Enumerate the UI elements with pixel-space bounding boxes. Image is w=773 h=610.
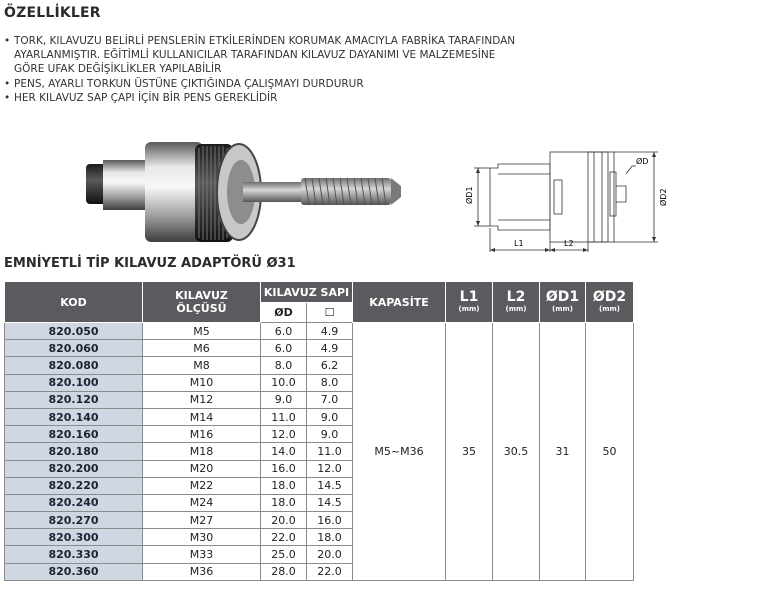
col-l1-label: L1 — [459, 289, 479, 305]
feature-text: HER KILAVUZ SAP ÇAPI İÇİN BİR PENS GEREKLİDİR — [14, 91, 278, 104]
cell-od: 9.0 — [261, 391, 307, 408]
cell-d2: 50 — [586, 323, 634, 581]
cell-kapasite: M5~M36 — [353, 323, 446, 581]
cell-olcu: M33 — [143, 546, 261, 563]
cell-kod: 820.060 — [5, 340, 143, 357]
cell-olcu: M27 — [143, 512, 261, 529]
cell-olcu: M18 — [143, 443, 261, 460]
cell-kod: 820.160 — [5, 426, 143, 443]
col-sap: KILAVUZ SAPI — [261, 282, 353, 303]
cell-square: 20.0 — [307, 546, 353, 563]
cell-square: 14.5 — [307, 494, 353, 511]
cell-olcu: M16 — [143, 426, 261, 443]
feature-item — [4, 62, 564, 76]
cell-square: 4.9 — [307, 340, 353, 357]
feature-text: TORK, KILAVUZU BELİRLİ PENSLERİN ETKİLERİNDEN KORUMAK AMACIYLA FABRİKA TARAFINDAN — [14, 35, 516, 47]
cell-square: 22.0 — [307, 563, 353, 580]
cell-olcu: M24 — [143, 494, 261, 511]
l2-label: L2 — [564, 239, 574, 248]
col-od: ØD — [261, 303, 307, 323]
cell-olcu: M22 — [143, 477, 261, 494]
d2-label: ØD2 — [659, 188, 668, 206]
unit-label: (mm) — [505, 305, 527, 313]
technical-drawing — [454, 140, 680, 254]
unit-label: (mm) — [599, 305, 621, 313]
cell-kod: 820.220 — [5, 477, 143, 494]
cell-kod: 820.100 — [5, 374, 143, 391]
cell-square: 16.0 — [307, 512, 353, 529]
cell-od: 25.0 — [261, 546, 307, 563]
feature-item — [4, 34, 564, 48]
cell-od: 28.0 — [261, 563, 307, 580]
cell-od: 10.0 — [261, 374, 307, 391]
col-l1 — [446, 282, 493, 323]
col-d2-label: ØD2 — [592, 289, 627, 305]
cell-kod: 820.270 — [5, 512, 143, 529]
cell-kod: 820.140 — [5, 408, 143, 425]
feature-item — [4, 91, 564, 105]
cell-square: 11.0 — [307, 443, 353, 460]
cell-square: 7.0 — [307, 391, 353, 408]
col-olcu — [143, 282, 261, 323]
cell-olcu: M10 — [143, 374, 261, 391]
col-d2 — [586, 282, 634, 323]
cell-od: 22.0 — [261, 529, 307, 546]
cell-od: 18.0 — [261, 477, 307, 494]
feature-text: PENS, AYARLI TORKUN ÜSTÜNE ÇIKTIĞINDA ÇALIŞMAYI DURDURUR — [14, 77, 364, 90]
col-square: ☐ — [307, 303, 353, 323]
cell-kod: 820.120 — [5, 391, 143, 408]
col-l2 — [493, 282, 540, 323]
cell-od: 14.0 — [261, 443, 307, 460]
cell-kod: 820.080 — [5, 357, 143, 374]
cell-od: 8.0 — [261, 357, 307, 374]
cell-od: 11.0 — [261, 408, 307, 425]
cell-l2: 30.5 — [493, 323, 540, 581]
cell-d1: 31 — [540, 323, 586, 581]
feature-item — [4, 77, 564, 91]
bullet: • — [4, 35, 11, 47]
cell-square: 9.0 — [307, 426, 353, 443]
cell-kod: 820.360 — [5, 563, 143, 580]
cell-olcu: M30 — [143, 529, 261, 546]
unit-label: (mm) — [552, 305, 574, 313]
feature-list — [4, 34, 564, 105]
col-l2-label: L2 — [506, 289, 526, 305]
cell-kod: 820.330 — [5, 546, 143, 563]
cell-square: 8.0 — [307, 374, 353, 391]
table-row — [5, 323, 634, 340]
cell-od: 6.0 — [261, 323, 307, 340]
d-label: ØD — [636, 157, 649, 166]
cell-square: 6.2 — [307, 357, 353, 374]
cell-olcu: M14 — [143, 408, 261, 425]
l1-label: L1 — [514, 239, 524, 248]
cell-square: 18.0 — [307, 529, 353, 546]
cell-od: 6.0 — [261, 340, 307, 357]
cell-od: 12.0 — [261, 426, 307, 443]
cell-od: 20.0 — [261, 512, 307, 529]
col-kod: KOD — [5, 282, 143, 323]
cell-square: 12.0 — [307, 460, 353, 477]
cell-olcu: M8 — [143, 357, 261, 374]
col-olcu-line2: ÖLÇÜSÜ — [176, 302, 227, 315]
cell-kod: 820.300 — [5, 529, 143, 546]
feature-item — [4, 48, 564, 62]
cell-square: 9.0 — [307, 408, 353, 425]
cell-od: 16.0 — [261, 460, 307, 477]
spec-table — [4, 281, 634, 581]
cell-kod: 820.050 — [5, 323, 143, 340]
d1-label: ØD1 — [465, 186, 474, 204]
feature-text: GÖRE UFAK DEĞİŞİKLİKLER YAPILABİLİR — [14, 63, 222, 76]
col-d1 — [540, 282, 586, 323]
unit-label: (mm) — [458, 305, 480, 313]
cell-square: 4.9 — [307, 323, 353, 340]
cell-olcu: M12 — [143, 391, 261, 408]
page-title: ÖZELLİKLER — [4, 5, 101, 21]
cell-kod: 820.180 — [5, 443, 143, 460]
feature-text: AYARLANMIŞTIR. EĞİTİMLİ KULLANICILAR TARAFINDAN KILAVUZ DAYANIMI VE MALZEMESİNE — [14, 49, 496, 62]
cell-olcu: M20 — [143, 460, 261, 477]
col-kapasite: KAPASİTE — [353, 282, 446, 323]
cell-olcu: M5 — [143, 323, 261, 340]
cell-kod: 820.240 — [5, 494, 143, 511]
col-olcu-line1: KILAVUZ — [175, 289, 228, 302]
cell-olcu: M6 — [143, 340, 261, 357]
table-title: EMNİYETLİ TİP KILAVUZ ADAPTÖRÜ Ø31 — [4, 256, 296, 271]
bullet: • — [4, 91, 11, 104]
bullet: • — [4, 77, 11, 90]
cell-kod: 820.200 — [5, 460, 143, 477]
cell-square: 14.5 — [307, 477, 353, 494]
cell-l1: 35 — [446, 323, 493, 581]
cell-od: 18.0 — [261, 494, 307, 511]
cell-olcu: M36 — [143, 563, 261, 580]
tap-adapter-photo — [83, 134, 413, 252]
col-d1-label: ØD1 — [545, 289, 580, 305]
